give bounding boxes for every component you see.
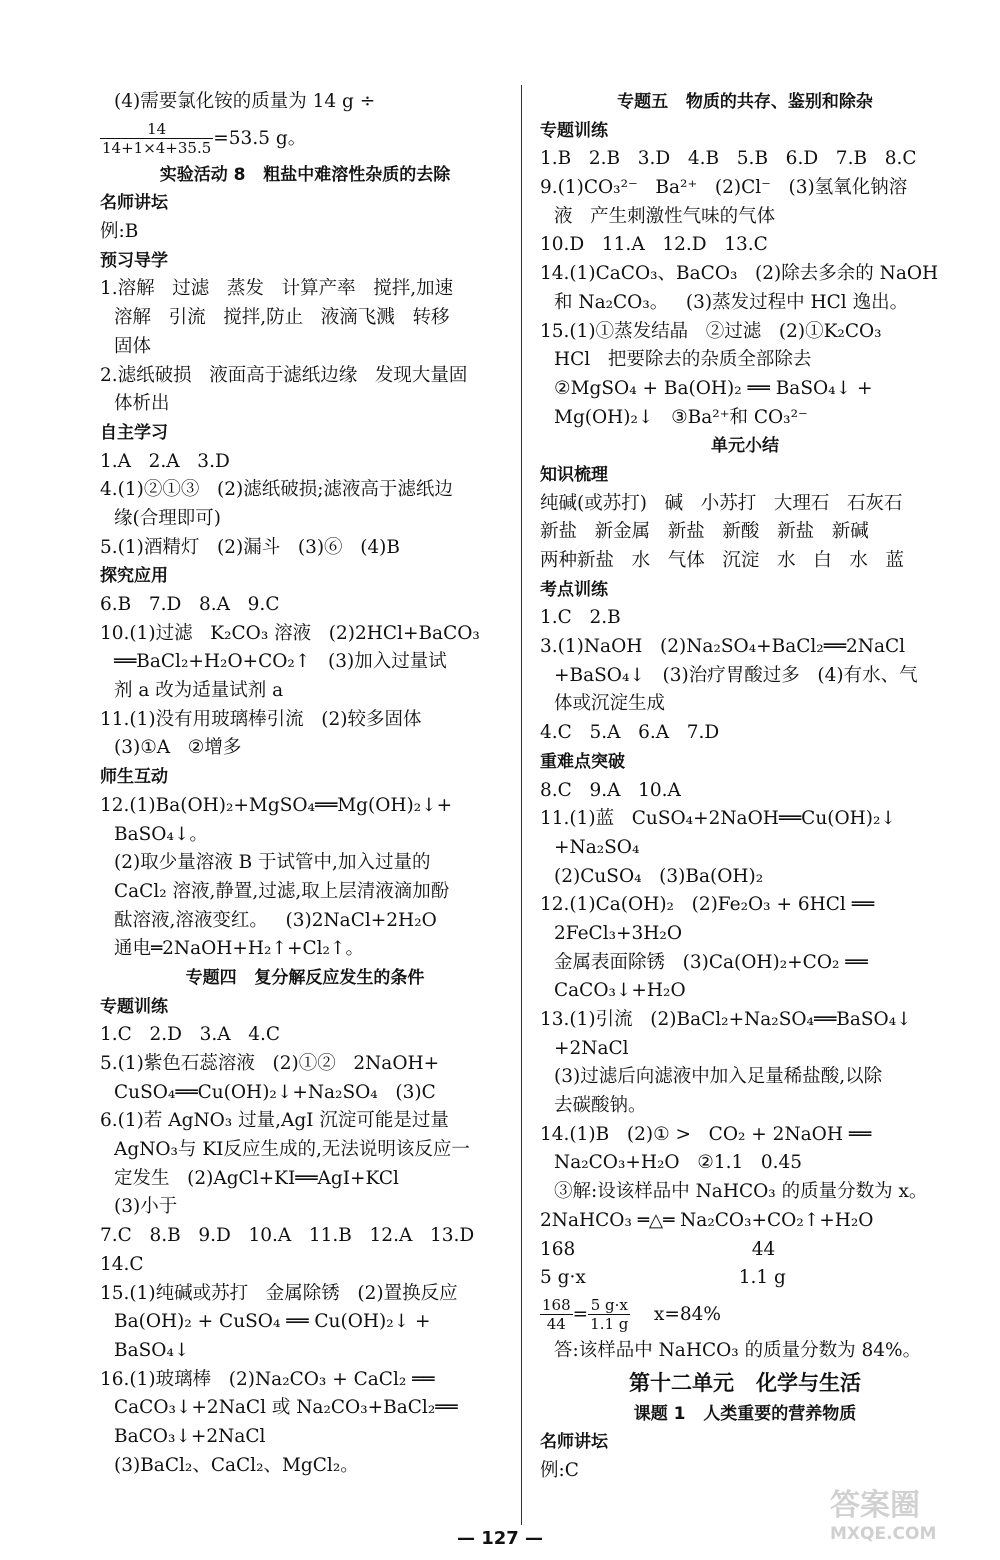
section-heading: 名师讲坛: [100, 193, 168, 214]
answer-line: 通电═2NaOH+H₂↑+Cl₂↑。: [114, 938, 364, 960]
answer-line: 9.(1)CO₃²⁻ Ba²⁺ (2)Cl⁻ (3)氢氧化钠溶: [540, 177, 908, 199]
answer-line: 168 44: [540, 1238, 776, 1260]
left-answer-lines: [100, 189, 510, 1480]
answer-line: 4.(1)②①③ (2)滤纸破损;滤液高于滤纸边: [100, 479, 453, 501]
calc-fraction-2-numerator: 5 g·x: [588, 1296, 630, 1315]
answer-line: 16.(1)玻璃棒 (2)Na₂CO₃ + CaCl₂ ══: [100, 1368, 435, 1390]
watermark-url: MXQE.COM: [830, 1524, 937, 1544]
section-heading: 重难点突破: [540, 751, 625, 772]
calc-result: x=84%: [653, 1303, 721, 1325]
answer-line: Mg(OH)₂↓ ③Ba²⁺和 CO₃²⁻: [554, 406, 808, 428]
q4-line: (4)需要氯化铵的质量为 14 g ÷: [114, 91, 376, 112]
answer-line: 1.C 2.B: [540, 607, 621, 629]
answer-line: 缘(合理即可): [114, 507, 221, 529]
answer-line: 定发生 (2)AgCl+KI══AgI+KCl: [114, 1167, 399, 1189]
q4-fraction-result: =53.5 g。: [213, 127, 307, 149]
watermark-logo: [830, 1480, 990, 1552]
answer-line: CaCO₃↓+2NaCl 或 Na₂CO₃+BaCl₂══: [114, 1397, 458, 1419]
left-column: [100, 88, 510, 1480]
answer-line: 14.(1)CaCO₃、BaCO₃ (2)除去多余的 NaOH: [540, 263, 939, 285]
answer-line: 6.(1)若 AgNO₃ 过量,AgI 沉淀可能是过量: [100, 1110, 449, 1132]
answer-line: 溶解 引流 搅拌,防止 液滴飞溅 转移: [114, 307, 450, 329]
section-heading: 师生互动: [100, 767, 168, 788]
answer-line: +2NaCl: [554, 1037, 629, 1059]
answer-line: 纯碱(或苏打) 碱 小苏打 大理石 石灰石: [540, 492, 903, 514]
q4-fraction-numerator: 14: [100, 120, 213, 139]
section-heading: 专题训练: [540, 120, 608, 141]
answer-line: 8.C 9.A 10.A: [540, 779, 681, 801]
answer-line: 体或沉淀生成: [554, 693, 666, 715]
answer-line: ③解:设该样品中 NaHCO₃ 的质量分数为 x。: [554, 1181, 928, 1203]
section-heading: 考点训练: [540, 579, 608, 600]
answer-line: 4.C 5.A 6.A 7.D: [540, 722, 720, 744]
answer-line: 7.C 8.B 9.D 10.A 11.B 12.A 13.D: [100, 1225, 475, 1247]
answer-line: 10.D 11.A 12.D 13.C: [540, 234, 768, 256]
answer-line: HCl 把要除去的杂质全部除去: [554, 349, 812, 371]
section-heading: 专题四 复分解反应发生的条件: [185, 967, 425, 988]
answer-line: Ba(OH)₂ + CuSO₄ ══ Cu(OH)₂↓ +: [114, 1311, 431, 1333]
section-heading: 专题五 物质的共存、鉴别和除杂: [617, 92, 873, 112]
answer-line: (2)取少量溶液 B 于试管中,加入过量的: [114, 852, 431, 874]
answer-line: 液 产生刺激性气味的气体: [554, 205, 776, 227]
answer-line: 5.(1)紫色石蕊溶液 (2)①② 2NaOH+: [100, 1053, 440, 1074]
answer-line: 14.(1)B (2)① > CO₂ + 2NaOH ══: [540, 1123, 872, 1145]
answer-line: (3)BaCl₂、CaCl₂、MgCl₂。: [114, 1454, 359, 1476]
calc-answer: 答:该样品中 NaHCO₃ 的质量分数为 84%。: [554, 1339, 922, 1361]
q4-fraction: [100, 120, 213, 157]
calc-equation: [540, 1293, 950, 1337]
answer-line: 5.(1)酒精灯 (2)漏斗 (3)⑥ (4)B: [100, 536, 400, 558]
answer-line: +BaSO₄↓ (3)治疗胃酸过多 (4)有水、气: [554, 664, 918, 686]
watermark-text: 答案圈: [830, 1488, 920, 1523]
answer-line: Na₂CO₃+H₂O ②1.1 0.45: [554, 1152, 803, 1174]
answer-line: 5 g·x 1.1 g: [540, 1267, 786, 1289]
section-heading: 单元小结: [711, 436, 779, 457]
lesson-title: 课题 1 人类重要的营养物质: [633, 1403, 857, 1424]
answer-line: 12.(1)Ba(OH)₂+MgSO₄══Mg(OH)₂↓+: [100, 794, 453, 816]
unit-title: 第十二单元 化学与生活: [629, 1370, 861, 1395]
answer-line: 14.C: [100, 1253, 144, 1275]
answer-line: CaCl₂ 溶液,静置,过滤,取上层清液滴加酚: [114, 880, 450, 902]
answer-line: (3)小于: [114, 1196, 178, 1218]
tail-heading: 名师讲坛: [540, 1432, 608, 1453]
calc-fraction-2: [588, 1296, 630, 1333]
answer-line: (3)过滤后向滤液中加入足量稀盐酸,以除: [554, 1066, 883, 1088]
calc-fraction-2-denominator: 1.1 g: [590, 1315, 629, 1334]
answer-line: AgNO₃与 KI反应生成的,无法说明该反应一: [114, 1139, 470, 1161]
column-divider: [521, 85, 522, 1525]
section-heading: 自主学习: [100, 422, 168, 443]
answer-line: 15.(1)纯碱或苏打 金属除锈 (2)置换反应: [100, 1282, 458, 1304]
calc-fraction-1: [540, 1296, 573, 1333]
answer-line: 金属表面除锈 (3)Ca(OH)₂+CO₂ ══: [554, 951, 868, 973]
page-number: — 127 —: [456, 1528, 544, 1549]
answer-line: 12.(1)Ca(OH)₂ (2)Fe₂O₃ + 6HCl ══: [540, 894, 874, 916]
answer-line: 固体: [114, 335, 152, 357]
answer-line: 1.A 2.A 3.D: [100, 450, 230, 472]
answer-line: 2FeCl₃+3H₂O: [554, 922, 683, 944]
answer-line: 15.(1)①蒸发结晶 ②过滤 (2)①K₂CO₃: [540, 320, 882, 342]
section-heading: 知识梳理: [540, 464, 608, 485]
answer-line: 6.B 7.D 8.A 9.C: [100, 594, 280, 615]
answer-line: 11.(1)没有用玻璃棒引流 (2)较多固体: [100, 708, 422, 730]
answer-line: 去碳酸钠。: [554, 1095, 647, 1117]
answer-line: BaCO₃↓+2NaCl: [114, 1425, 266, 1447]
tail-answer: 例:C: [540, 1459, 579, 1481]
calc-fraction-1-denominator: 44: [546, 1315, 566, 1334]
answer-line: BaSO₄↓: [114, 1339, 190, 1361]
answer-line: 新盐 新金属 新盐 新酸 新盐 新碱: [540, 521, 869, 543]
answer-line: 10.(1)过滤 K₂CO₃ 溶液 (2)2HCl+BaCO₃: [100, 622, 480, 644]
section-heading: 预习导学: [100, 250, 168, 271]
answer-line: 1.溶解 过滤 蒸发 计算产率 搅拌,加速: [100, 278, 454, 300]
answer-line: 和 Na₂CO₃。 (3)蒸发过程中 HCl 逸出。: [554, 291, 909, 313]
calc-equals: =: [572, 1303, 589, 1325]
answer-line: +Na₂SO₄: [554, 836, 640, 858]
answer-line: 11.(1)蓝 CuSO₄+2NaOH══Cu(OH)₂↓: [540, 808, 896, 830]
answer-line: ══BaCl₂+H₂O+CO₂↑ (3)加入过量试: [114, 651, 447, 673]
right-answer-lines: [540, 88, 950, 1293]
answer-line: 酞溶液,溶液变红。 (3)2NaCl+2H₂O: [114, 909, 437, 931]
answer-line: 1.B 2.B 3.D 4.B 5.B 6.D 7.B 8.C: [540, 148, 917, 170]
answer-line: 剂 a 改为适量试剂 a: [114, 680, 284, 702]
answer-line: 3.(1)NaOH (2)Na₂SO₄+BaCl₂══2NaCl: [540, 636, 906, 658]
section-heading: 专题训练: [100, 996, 168, 1017]
answer-line: 2NaHCO₃ ═△═ Na₂CO₃+CO₂↑+H₂O: [540, 1209, 874, 1231]
answer-line: ②MgSO₄ + Ba(OH)₂ ══ BaSO₄↓ +: [554, 377, 873, 399]
answer-line: CaCO₃↓+H₂O: [554, 980, 686, 1002]
answer-line: 13.(1)引流 (2)BaCl₂+Na₂SO₄══BaSO₄↓: [540, 1009, 912, 1030]
answer-line: 两种新盐 水 气体 沉淀 水 白 水 蓝: [540, 550, 904, 571]
q4-fraction-line: [100, 117, 510, 161]
q4-fraction-denominator: 14+1×4+35.5: [102, 139, 212, 158]
answer-line: 体析出: [114, 393, 170, 415]
answer-line: CuSO₄══Cu(OH)₂↓+Na₂SO₄ (3)C: [114, 1081, 436, 1103]
right-column: [540, 88, 950, 1486]
answer-line: 1.C 2.D 3.A 4.C: [100, 1024, 281, 1046]
calc-fraction-1-numerator: 168: [542, 1296, 571, 1315]
answer-line: (3)①A ②增多: [114, 737, 242, 759]
activity-8-title: 实验活动 8 粗盐中难溶性杂质的去除: [159, 164, 451, 185]
answer-line: (2)CuSO₄ (3)Ba(OH)₂: [554, 865, 764, 887]
answer-line: BaSO₄↓。: [114, 823, 208, 845]
answer-line: 2.滤纸破损 液面高于滤纸边缘 发现大量固: [100, 364, 468, 386]
answer-line: 例:B: [100, 221, 139, 243]
section-heading: 探究应用: [100, 566, 168, 587]
